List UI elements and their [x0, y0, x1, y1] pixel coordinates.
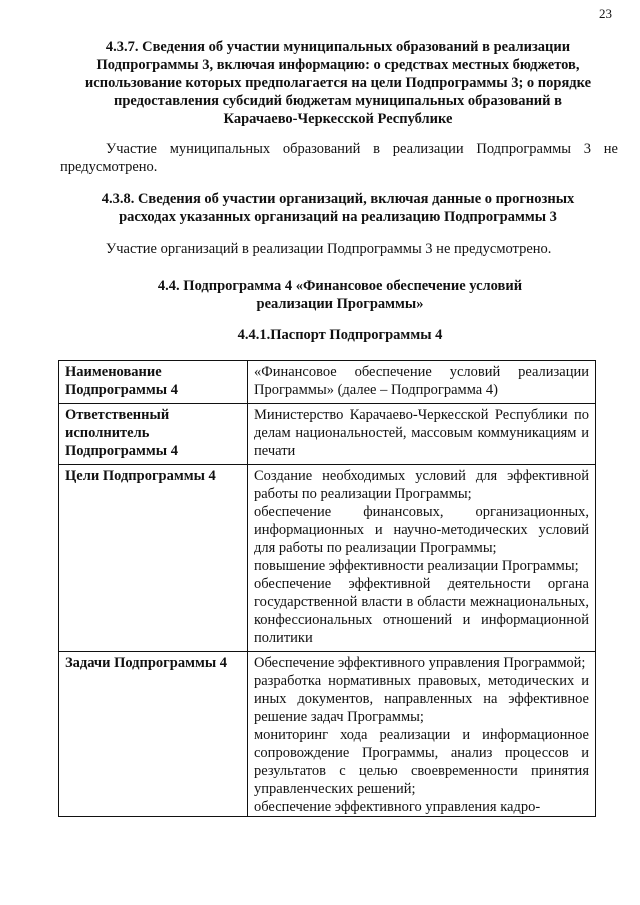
value-line: Создание необходимых условий для эффективной работы по реализации Программы; — [254, 468, 589, 502]
row-value — [248, 465, 596, 652]
section-4-3-8-text: Участие организаций в реализации Подпрограммы 3 не предусмотрено. — [106, 241, 552, 257]
section-4-3-8-heading: 4.3.8. Сведения об участии организаций, включая данные о прогнозных расходах указанных организаций на реализацию Подпрограммы 3 — [101, 191, 575, 225]
value-line: «Финансовое обеспечение условий реализации Программы» (далее – Подпрограмма 4) — [254, 364, 589, 398]
row-value — [248, 361, 596, 404]
passport-table — [58, 360, 596, 817]
section-4-3-7-heading: 4.3.7. Сведения об участии муниципальных образований в реализации Подпрограммы 3, включая информацию: о средствах местных бюджетов, использование которых предполагается на цели Подпрограммы 3; о порядке предоставления субсидий бюджетам муниципальных образований в Карачаево-Черкесской Республике — [84, 39, 592, 127]
value-line: мониторинг хода реализации и информационное сопровождение Программы, анализ процессов и результатов с целью своевременности принятия управленческих решений; — [254, 727, 589, 797]
page-number: 23 — [599, 6, 612, 21]
row-value — [248, 652, 596, 817]
value-line: разработка нормативных правовых, методических и иных документов, направленных на эффективное решение задач Программы; — [254, 673, 589, 725]
value-line: Министерство Карачаево-Черкесской Республики по делам национальностей, массовым коммуникациям и печати — [254, 407, 589, 459]
value-line: обеспечение эффективного управления кадро- — [254, 799, 541, 815]
table-row — [59, 361, 596, 404]
value-line: обеспечение финансовых, организационных, информационных и научно-методических условий для работы по реализации Программы; — [254, 504, 589, 556]
value-line: повышение эффективности реализации Программы; — [254, 558, 579, 574]
row-label: Ответственный исполнитель Подпрограммы 4 — [59, 404, 248, 465]
table-row — [59, 465, 596, 652]
row-label: Задачи Подпрограммы 4 — [59, 652, 248, 817]
section-4-3-7-text: Участие муниципальных образований в реализации Подпрограммы 3 не предусмотрено. — [60, 141, 618, 175]
row-label: Цели Подпрограммы 4 — [59, 465, 248, 652]
section-4-4-heading: 4.4. Подпрограмма 4 «Финансовое обеспечение условий реализации Программы» — [157, 278, 523, 312]
table-row — [59, 652, 596, 817]
table-row — [59, 404, 596, 465]
section-4-4-1-heading: 4.4.1.Паспорт Подпрограммы 4 — [237, 327, 443, 343]
value-line: обеспечение эффективной деятельности органа государственной власти в области межнациональных, конфессиональных отношений и информационной политики — [254, 576, 589, 646]
value-line: Обеспечение эффективного управления Программой; — [254, 655, 586, 671]
row-value — [248, 404, 596, 465]
row-label: Наименование Подпрограммы 4 — [59, 361, 248, 404]
